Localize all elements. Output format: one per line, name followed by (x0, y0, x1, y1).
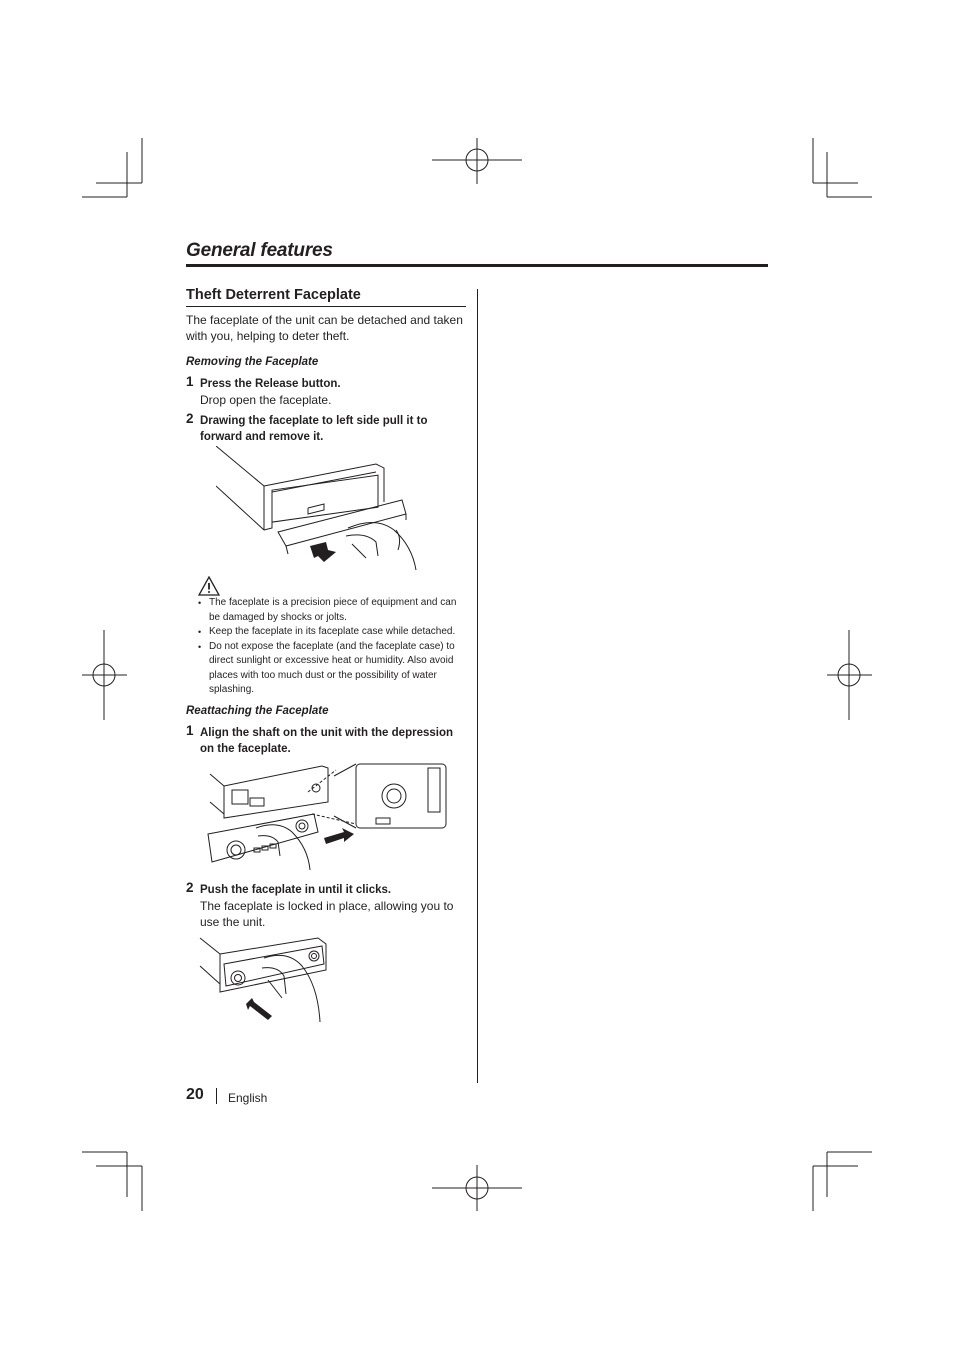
section-intro: The faceplate of the unit can be detached and taken with you, helping to deter theft. (186, 313, 463, 343)
title-rule (186, 264, 768, 267)
section-heading: Theft Deterrent Faceplate (186, 287, 361, 303)
footer-language: English (228, 1091, 268, 1105)
removing-faceplate-illustration (216, 446, 422, 572)
reattaching-step-2-number: 2 (186, 880, 194, 895)
reattaching-subheading: Reattaching the Faceplate (186, 705, 329, 717)
page-title: General features (186, 240, 333, 261)
removing-step-1-number: 1 (186, 374, 194, 389)
push-faceplate-illustration (198, 936, 330, 1028)
page-number: 20 (186, 1086, 204, 1103)
align-shaft-illustration (206, 762, 448, 874)
caution-item: • Keep the faceplate in its faceplate case while detached. (198, 625, 464, 640)
reattaching-step-2-note: The faceplate is locked in place, allowing you to use the unit. (200, 899, 454, 929)
removing-step-2-instruction: Drawing the faceplate to left side pull it to forward and remove it. (200, 415, 428, 443)
reattaching-step-2-instruction: Push the faceplate in until it clicks. (200, 884, 392, 896)
caution-list (198, 596, 464, 698)
caution-item: • Do not expose the faceplate (and the faceplate case) to direct sunlight or excessive heat or humidity. Also avoid places with too much dust or the possibility of water splashing. (198, 640, 464, 698)
footer-divider (216, 1088, 217, 1104)
removing-step-1-instruction: Press the Release button. (200, 378, 341, 390)
removing-step-2-number: 2 (186, 411, 194, 426)
reattaching-step-1-number: 1 (186, 723, 194, 738)
removing-step-1-note: Drop open the faceplate. (200, 393, 332, 407)
caution-item: • The faceplate is a precision piece of equipment and can be damaged by shocks or jolts. (198, 596, 464, 625)
section-rule (186, 306, 466, 307)
reattaching-step-1-instruction: Align the shaft on the unit with the depression on the faceplate. (200, 727, 453, 755)
column-divider (477, 289, 478, 1083)
removing-subheading: Removing the Faceplate (186, 356, 319, 368)
